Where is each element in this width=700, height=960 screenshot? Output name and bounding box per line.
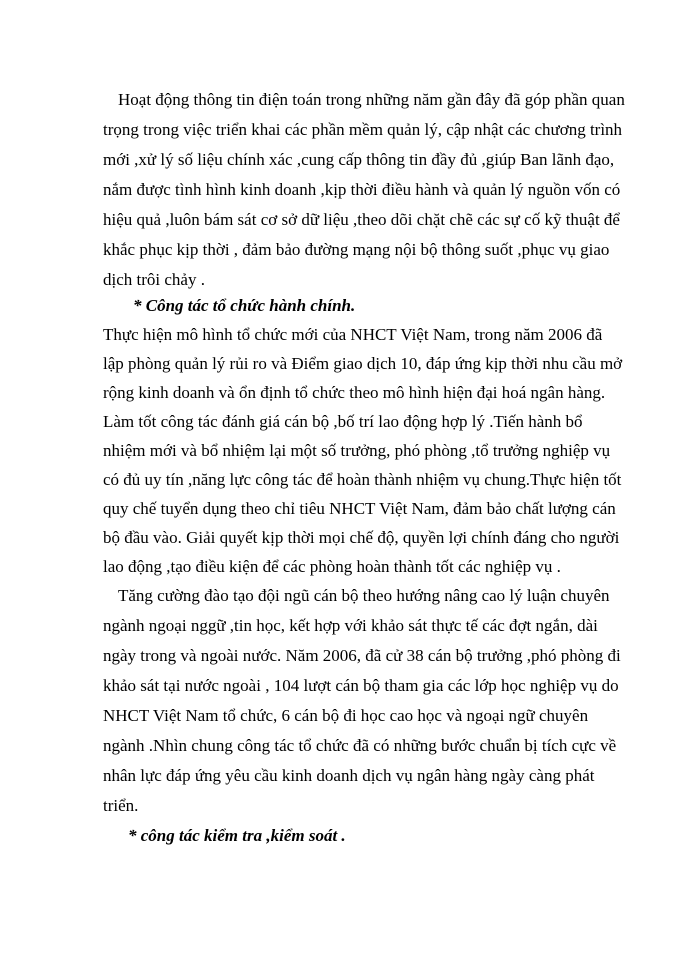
section-heading: * công tác kiểm tra ,kiểm soát .: [128, 826, 346, 845]
paragraph-line: trọng trong việc triển khai các phần mềm quản lý, cập nhật các chương trình: [103, 120, 623, 139]
section-heading: * Công tác tổ chức hành chính.: [133, 296, 356, 315]
paragraph-line: bộ đầu vào. Giải quyết kịp thời mọi chế độ, quyền lợi chính đáng cho người: [103, 528, 620, 547]
paragraph-line: dịch trôi chảy .: [103, 270, 205, 289]
paragraph-line: Hoạt động thông tin điện toán trong những năm gần đây đã góp phần quan: [118, 90, 625, 109]
paragraph-line: mới ,xử lý số liệu chính xác ,cung cấp thông tin đầy đủ ,giúp Ban lãnh đạo,: [103, 150, 615, 169]
paragraph-line: hiệu quả ,luôn bám sát cơ sở dữ liệu ,theo dõi chặt chẽ các sự cố kỹ thuật để: [103, 210, 620, 229]
paragraph-line: Làm tốt công tác đánh giá cán bộ ,bố trí lao động hợp lý .Tiến hành bổ: [103, 412, 583, 431]
paragraph-line: ngành ngoại nggữ ,tin học, kết hợp với khảo sát thực tế các đợt ngắn, dài: [103, 616, 598, 635]
paragraph-line: có đủ uy tín ,năng lực công tác để hoàn thành nhiệm vụ chung.Thực hiện tốt: [103, 470, 622, 489]
paragraph-line: nhân lực đáp ứng yêu cầu kinh doanh dịch vụ ngân hàng ngày càng phát: [103, 766, 595, 785]
paragraph-line: triển.: [103, 796, 139, 815]
paragraph-line: nắm được tình hình kinh doanh ,kịp thời điều hành và quản lý nguồn vốn có: [103, 180, 621, 199]
paragraph-line: rộng kinh doanh và ổn định tổ chức theo mô hình hiện đại hoá ngân hàng.: [103, 383, 606, 402]
paragraph-line: nhiệm mới và bổ nhiệm lại một số trưởng, phó phòng ,tổ trưởng nghiệp vụ: [103, 441, 611, 460]
paragraph-line: lập phòng quản lý rủi ro và Điểm giao dịch 10, đáp ứng kịp thời nhu cầu mở: [103, 354, 623, 373]
paragraph-line: ngành .Nhìn chung công tác tổ chức đã có những bước chuẩn bị tích cực về: [103, 736, 617, 755]
paragraph-line: Tăng cường đào tạo đội ngũ cán bộ theo hướng nâng cao lý luận chuyên: [118, 586, 610, 605]
paragraph-line: NHCT Việt Nam tổ chức, 6 cán bộ đi học cao học và ngoại ngữ chuyên: [103, 706, 589, 725]
paragraph-line: Thực hiện mô hình tổ chức mới của NHCT Việt Nam, trong năm 2006 đã: [103, 325, 603, 344]
paragraph-line: ngày trong và ngoài nước. Năm 2006, đã cử 38 cán bộ trưởng ,phó phòng đi: [103, 646, 621, 665]
paragraph-line: quy chế tuyển dụng theo chỉ tiêu NHCT Việt Nam, đảm bảo chất lượng cán: [103, 499, 616, 518]
paragraph-line: lao động ,tạo điều kiện để các phòng hoàn thành tốt các nghiệp vụ .: [103, 557, 561, 576]
paragraph-line: khắc phục kịp thời , đảm bảo đường mạng nội bộ thông suốt ,phục vụ giao: [103, 240, 610, 259]
paragraph-line: khảo sát tại nước ngoài , 104 lượt cán bộ tham gia các lớp học nghiệp vụ do: [103, 676, 619, 695]
